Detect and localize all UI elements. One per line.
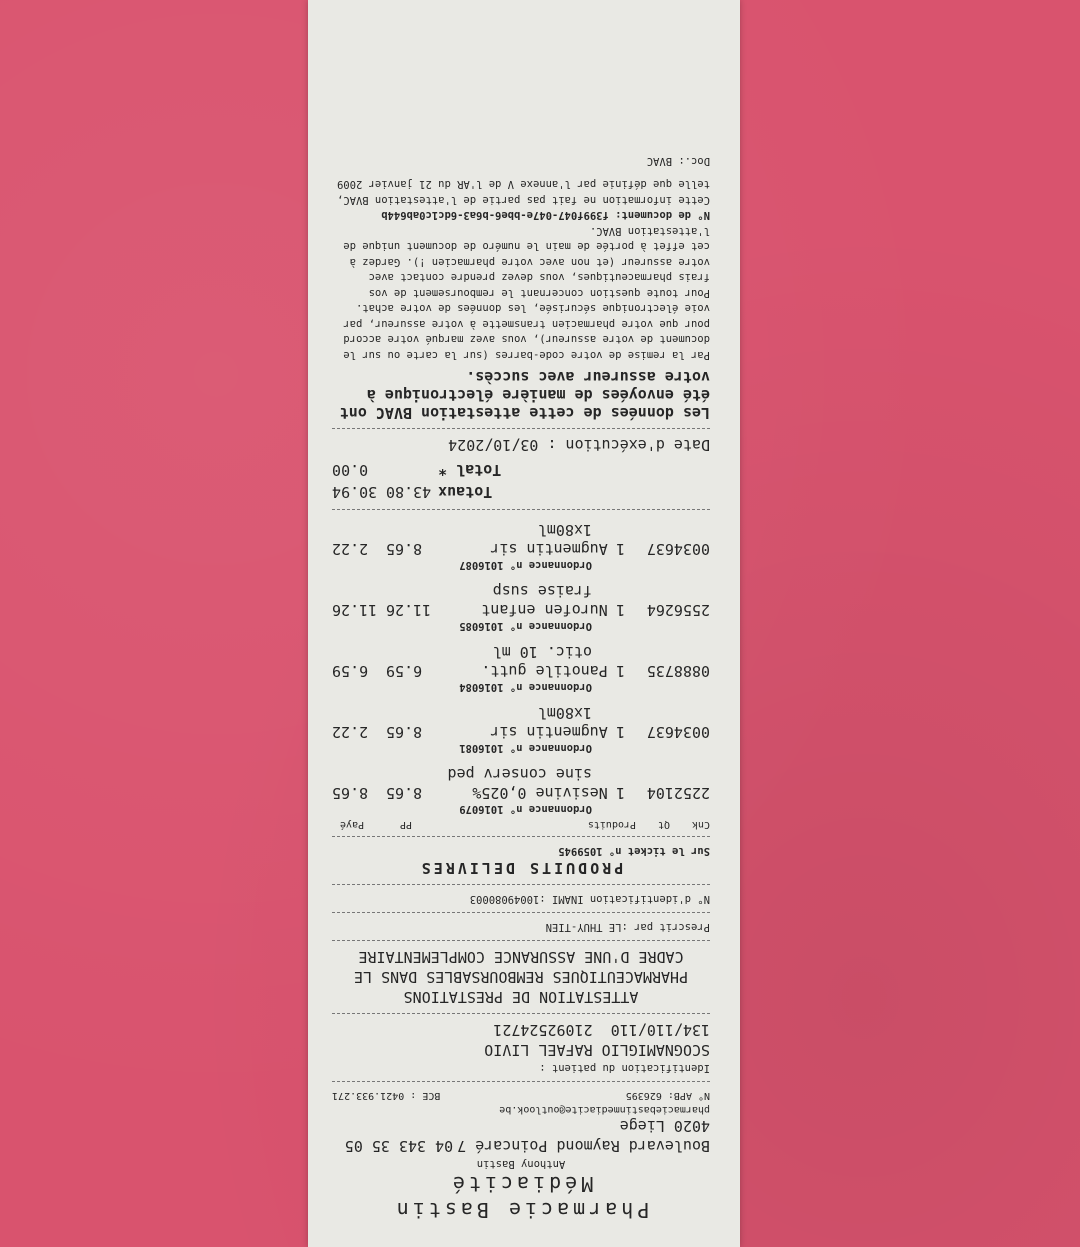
cnk-code: 0888735	[646, 662, 710, 680]
quantity: 1	[616, 723, 626, 741]
pharmacy-name: Pharmacie Bastin	[392, 1198, 650, 1222]
product-name: Nurofen enfant	[481, 601, 608, 619]
public-price: 11.26	[385, 601, 432, 619]
product-detail: otic. 10 ml	[492, 643, 592, 661]
quantity: 1	[616, 784, 626, 802]
apb-number: N° APB: 626395	[625, 1090, 710, 1101]
cnk-code: 0034637	[646, 723, 710, 741]
total-star-label: Total *	[438, 461, 502, 479]
col-produits: Produits	[587, 819, 636, 830]
execution-date: Date d'exécution : 03/10/2024	[448, 436, 710, 454]
product-row	[332, 539, 710, 559]
pharmacy-city: 4020 Liege	[619, 1117, 710, 1135]
transmission-notice: Les données de cette attestation BVAC ont été envoyées de manière électronique à votre assureur avec succès.	[339, 368, 710, 422]
total-star-value: 0.00	[332, 461, 369, 479]
products-table-header	[332, 819, 710, 830]
pharmacy-subname: Médiacité	[448, 1172, 594, 1196]
attestation-line-1: ATTESTATION DE PRESTATIONS	[403, 988, 639, 1006]
divider	[332, 428, 710, 429]
total-star-row	[332, 459, 710, 481]
document-number: N° de document: f399f047-047e-bbe6-b6a3-6dc1c0ab644b	[381, 209, 710, 222]
divider	[332, 940, 710, 941]
pharmacy-address: Boulevard Raymond Poincaré 7	[457, 1137, 710, 1155]
col-cnk: Cnk	[691, 819, 710, 830]
disclaimer-paragraph: Cette information ne fait pas partie de l'attestation BVAC, telle que définie par l'annexe V de l'AR du 21 janvier 2009	[337, 178, 710, 206]
cnk-code: 2252104	[646, 784, 710, 802]
quantity: 1	[616, 601, 626, 619]
patient-label: Identification du patient :	[539, 1062, 710, 1074]
prescriber: Prescrit par :LE THUY-TIEN	[545, 921, 710, 933]
divider	[332, 1081, 710, 1082]
product-item	[332, 703, 710, 754]
paid-amount: 8.65	[331, 784, 369, 802]
product-item	[332, 764, 710, 815]
paid-amount: 11.26	[331, 601, 378, 619]
public-price: 6.59	[385, 662, 423, 680]
products-title: PRODUITS DELIVRES	[418, 859, 624, 877]
product-item	[332, 581, 710, 632]
patient-codes: 134/110/110 21092524721	[493, 1021, 710, 1039]
product-name: Panotile gutt.	[481, 662, 608, 680]
pharmacy-owner: Anthony Bastin	[476, 1158, 566, 1170]
totals-pp: 43.80	[386, 483, 432, 501]
prescription-number: Ordonnance n° 1016084	[459, 681, 592, 693]
patient-name: SCOGNAMIGLIO RAFAEL LIVIO	[484, 1041, 710, 1059]
product-detail: 1x80ml	[537, 521, 592, 539]
quantity: 1	[616, 540, 626, 558]
divider	[332, 1013, 710, 1014]
attestation-line-3: CADRE D'UNE ASSURANCE COMPLEMENTAIRE	[358, 948, 684, 966]
prescription-number: Ordonnance n° 1016081	[459, 742, 592, 754]
product-detail: sine conserv ped	[447, 765, 592, 783]
pharmacy-address-line	[332, 1136, 710, 1156]
receipt-paper	[308, 0, 740, 1247]
paid-amount: 2.22	[331, 540, 369, 558]
product-detail: 1x80ml	[537, 704, 592, 722]
public-price: 8.65	[385, 540, 423, 558]
prescription-number: Ordonnance n° 1016085	[459, 620, 592, 632]
prescription-number: Ordonnance n° 1016087	[459, 559, 592, 571]
product-name: Augmentin sir	[490, 540, 608, 558]
quantity: 1	[616, 662, 626, 680]
question-paragraph: Pour toute question concernant le remboursement de vos frais pharmaceutiques, vous devez prendre contact avec votre assureur (et non avec votre pharmacien !). Gardez à cet effet à portée de main le numéro de document unique de l'attestation BVAC.	[343, 225, 710, 299]
product-name: Augmentin sir	[490, 723, 608, 741]
totals-row	[332, 481, 710, 503]
divider	[332, 884, 710, 885]
pharmacy-ids	[332, 1088, 710, 1102]
col-paye: Payé	[340, 819, 365, 830]
product-row	[332, 661, 710, 681]
col-qt: Qt	[657, 819, 670, 830]
product-row	[332, 600, 710, 620]
consent-paragraph: Par la remise de votre code-barres (sur la carte ou sur le document de votre assureur), vous avez marqué votre accord pour que votre pharmacien transmette à votre assureur, par voie électronique sécurisée, les données de votre achat.	[343, 302, 710, 361]
paid-amount: 2.22	[331, 723, 369, 741]
attestation-line-2: PHARMACEUTIQUES REMBOURSABLES DANS LE	[353, 968, 689, 986]
doc-type: Doc.: BVAC	[646, 155, 710, 167]
pharmacy-phone: 04 343 35 05	[344, 1137, 454, 1155]
inami-id: N° d'identification INAMI :10049080003	[469, 893, 710, 905]
product-detail: fraise susp	[492, 582, 592, 600]
pharmacy-email: pharmaciebastinmediacite@outlook.be	[499, 1104, 710, 1115]
paid-amount: 6.59	[331, 662, 369, 680]
bce-number: BCE : 0421.933.271	[332, 1090, 441, 1101]
ticket-number: Sur le ticket n° 1059945	[558, 845, 710, 857]
divider	[332, 912, 710, 913]
cnk-code: 2556264	[646, 601, 710, 619]
product-row	[332, 722, 710, 742]
col-pp: PP	[400, 819, 413, 830]
product-item	[332, 520, 710, 571]
divider	[332, 509, 710, 510]
totals-paye: 30.94	[332, 483, 378, 501]
product-item	[332, 642, 710, 693]
receipt-content	[308, 0, 740, 1247]
divider	[332, 836, 710, 837]
cnk-code: 0034637	[646, 540, 710, 558]
product-row	[332, 783, 710, 803]
product-name: Nesivine 0,025%	[472, 784, 608, 802]
totals-label: Totaux	[438, 483, 493, 501]
public-price: 8.65	[385, 723, 423, 741]
public-price: 8.65	[385, 784, 423, 802]
prescription-number: Ordonnance n° 1016079	[459, 803, 592, 815]
